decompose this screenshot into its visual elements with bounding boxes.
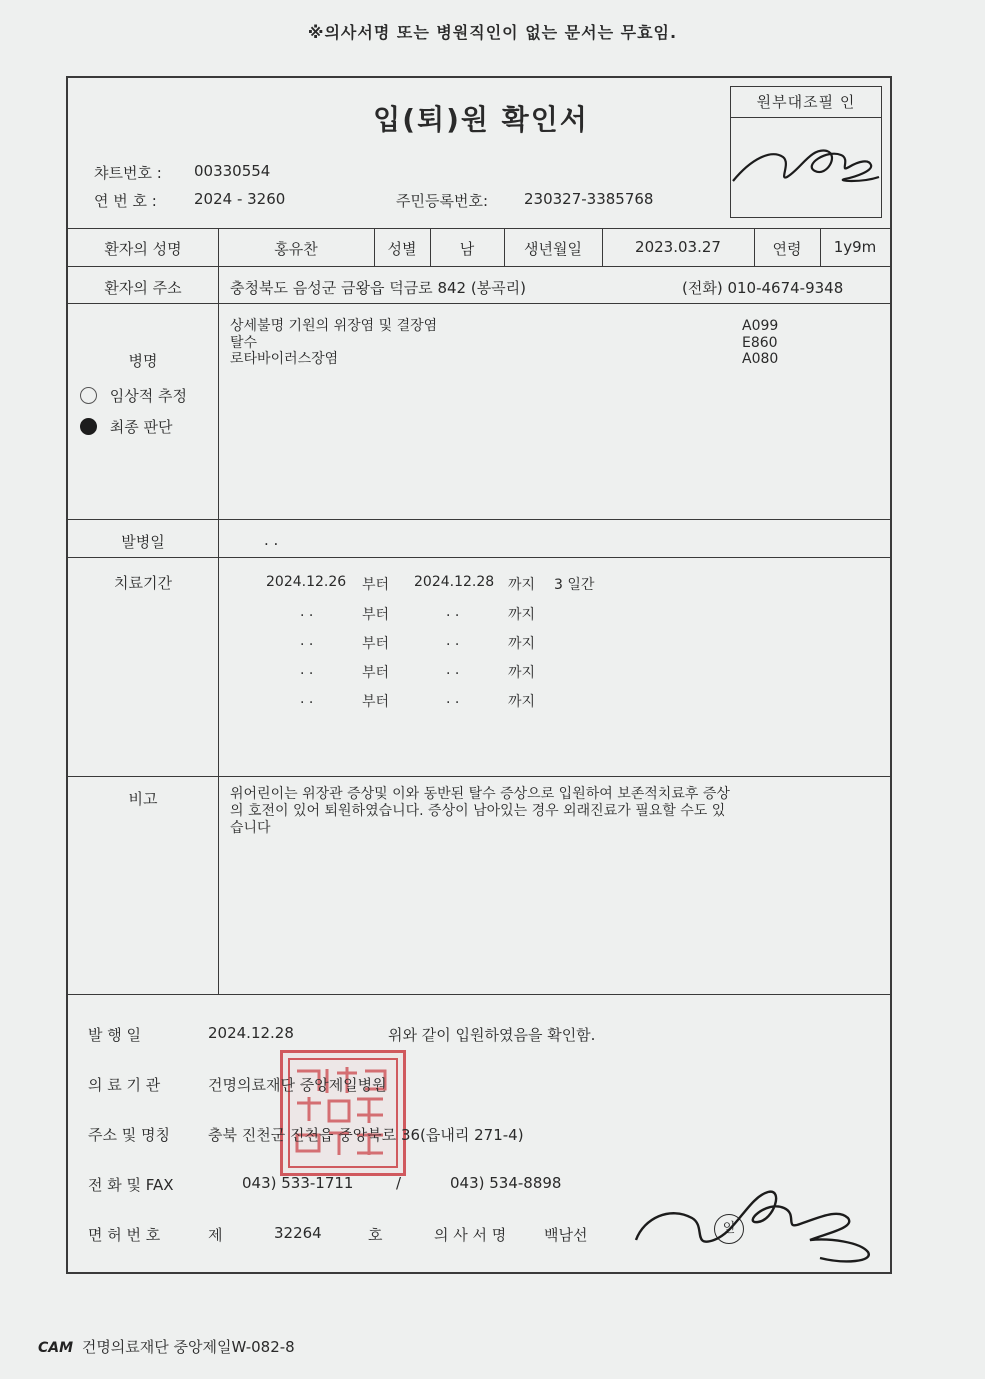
blank-from-date: . . — [300, 604, 314, 620]
blank-to-word: 까지 — [508, 665, 536, 681]
clinical-estimate-option — [80, 385, 187, 406]
issue-date: 2024.12.28 — [208, 1024, 294, 1042]
diagnosis-name: 로타바이러스장염 — [230, 351, 339, 367]
blank-to-date: . . — [446, 604, 460, 620]
remarks-line: 위어린이는 위장관 증상및 이와 동반된 탈수 증상으로 입원하여 보존적치료후 증상 — [230, 786, 730, 802]
doctor-name: 백남선 — [544, 1226, 588, 1244]
blank-from-word: 부터 — [362, 607, 390, 623]
treatment-from-word: 부터 — [362, 577, 390, 593]
patient-address: 충청북도 음성군 금왕읍 덕금로 842 (봉곡리) — [230, 279, 527, 297]
chart-number: 00330554 — [194, 162, 271, 180]
institution-label: 의 료 기 관 — [88, 1076, 161, 1094]
blank-to-date: . . — [446, 691, 460, 707]
treatment-period-label: 치료기간 — [114, 574, 172, 592]
hospital-seal — [280, 1050, 406, 1176]
verification-label: 원부대조필 인 — [731, 87, 881, 118]
rrn-label: 주민등록번호: — [396, 192, 488, 210]
hospital-seal-graphic — [283, 1053, 403, 1173]
sex-label: 성별 — [387, 240, 417, 258]
dob-label: 생년월일 — [524, 240, 582, 258]
diagnosis-names — [230, 318, 437, 368]
blank-to-word: 까지 — [508, 607, 536, 623]
diagnosis-name: 상세불명 기원의 위장염 및 결장염 — [230, 318, 438, 334]
blank-from-word: 부터 — [362, 694, 390, 710]
phone-fax-separator: / — [396, 1174, 402, 1192]
institution-address-label: 주소 및 명칭 — [88, 1126, 170, 1144]
divider-line — [68, 228, 890, 229]
admission-certificate-form — [66, 76, 892, 1274]
foundation-logo: CAM — [38, 1340, 74, 1356]
divider-line — [68, 266, 890, 267]
blank-from-date: . . — [300, 662, 314, 678]
remarks-label: 비고 — [128, 790, 158, 808]
dob-value: 2023.03.27 — [635, 238, 721, 256]
remarks-line: 의 호전이 있어 퇴원하였습니다. 증상이 남아있는 경우 외래진료가 필요할 수도 있 — [230, 803, 726, 819]
institution-fax: 043) 534-8898 — [450, 1174, 562, 1192]
remarks-text — [230, 786, 880, 837]
patient-name: 홍유찬 — [274, 240, 318, 258]
chart-number-label: 챠트번호 : — [94, 164, 162, 182]
doctor-seal-mark: 인 — [714, 1214, 744, 1244]
blank-to-date: . . — [446, 662, 460, 678]
label-column-divider — [218, 228, 219, 994]
license-label: 면 허 번 호 — [88, 1226, 161, 1244]
divider-line — [68, 994, 890, 995]
patient-phone: (전화) 010-4674-9348 — [682, 279, 844, 297]
form-footer — [38, 1336, 295, 1357]
sex-value: 남 — [459, 240, 475, 258]
blank-from-date: . . — [300, 691, 314, 707]
institution-phone: 043) 533-1711 — [242, 1174, 354, 1192]
divider-line — [68, 303, 890, 304]
blank-to-word: 까지 — [508, 694, 536, 710]
blank-to-word: 까지 — [508, 636, 536, 652]
treatment-days: 3 일간 — [554, 577, 595, 593]
diagnosis-code: A080 — [742, 351, 779, 367]
rrn-value: 230327-3385768 — [524, 190, 654, 208]
verification-signature — [731, 119, 881, 217]
radio-empty-icon — [80, 387, 97, 404]
serial-number: 2024 - 3260 — [194, 190, 286, 208]
institution-address: 충북 진천군 진천읍 중앙북로 36(읍내리 271-4) — [208, 1126, 524, 1144]
issue-date-label: 발 행 일 — [88, 1026, 142, 1044]
age-label: 연령 — [772, 240, 802, 258]
blank-to-date: . . — [446, 633, 460, 649]
age-value: 1y9m — [833, 238, 877, 256]
divider-line — [68, 776, 890, 777]
form-code: 건명의료재단 중앙제일W-082-8 — [81, 1338, 295, 1356]
final-judgment-option — [80, 416, 173, 437]
divider-line — [68, 519, 890, 520]
doctor-signature-label: 의 사 서 명 — [434, 1226, 507, 1244]
serial-number-label: 연 번 호 : — [94, 192, 157, 210]
radio-filled-icon — [80, 418, 97, 435]
blank-from-word: 부터 — [362, 665, 390, 681]
blank-from-word: 부터 — [362, 636, 390, 652]
diagnosis-name: 탈수 — [230, 334, 258, 351]
diagnosis-code: A099 — [742, 318, 779, 334]
final-judgment-label: 최종 판단 — [109, 418, 173, 436]
institution-name: 건명의료재단 중앙제일병원 — [208, 1076, 387, 1094]
remarks-line: 습니다 — [230, 820, 271, 836]
phone-fax-label: 전 화 및 FAX — [88, 1176, 174, 1194]
diagnosis-label: 병명 — [128, 352, 158, 370]
treatment-to-word: 까지 — [508, 577, 536, 593]
diagnosis-code: E860 — [742, 334, 778, 351]
original-verification-box — [730, 86, 882, 218]
blank-from-date: . . — [300, 633, 314, 649]
treatment-from-date: 2024.12.26 — [266, 574, 347, 590]
document-title: 입(퇴)원 확인서 — [373, 103, 589, 136]
doctor-signature — [634, 1178, 880, 1268]
confirmation-text: 위와 같이 입원하였음을 확인함. — [388, 1026, 596, 1044]
diagnosis-codes — [742, 318, 778, 368]
license-suffix: 호 — [368, 1226, 383, 1244]
invalid-document-notice: ※의사서명 또는 병원직인이 없는 문서는 무효임. — [307, 23, 678, 42]
treatment-to-date: 2024.12.28 — [414, 574, 495, 590]
license-number: 32264 — [274, 1224, 322, 1242]
patient-name-label: 환자의 성명 — [104, 240, 182, 258]
clinical-estimate-label: 임상적 추정 — [109, 387, 187, 405]
license-prefix: 제 — [208, 1226, 223, 1244]
address-label: 환자의 주소 — [104, 279, 182, 297]
onset-label: 발병일 — [121, 533, 165, 551]
divider-line — [68, 557, 890, 558]
onset-value: . . — [264, 531, 279, 549]
